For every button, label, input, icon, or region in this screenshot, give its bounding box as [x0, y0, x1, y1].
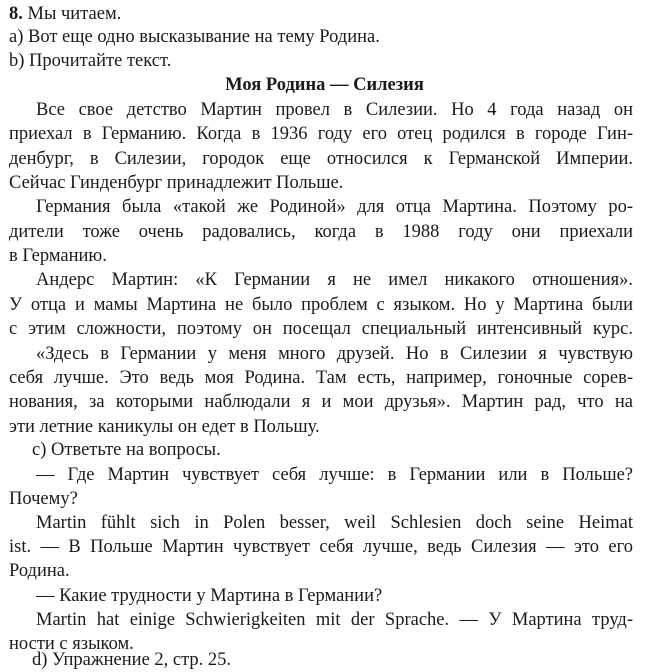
text-line: Сейчас Гинденбург принадлежит Польше.: [9, 173, 344, 193]
text-line: «Здесь в Германии у меня много друзей. Но в Силезии я чувствую: [36, 344, 633, 364]
task-d-label: d) Упражнение 2, стр. 25.: [32, 650, 232, 670]
text-line: эти летние каникулы он едет в Польшу.: [9, 417, 320, 437]
task-c-label: c) Ответьте на вопросы.: [32, 440, 221, 460]
question-line: Почему?: [9, 489, 78, 509]
task-b: b) Прочитайте текст.: [9, 51, 172, 71]
exercise-number: 8.: [9, 4, 23, 24]
text-line: с этим сложности, поэтому он посещал специальный интенсивный курс.: [9, 319, 633, 339]
exercise-heading-text: Мы читаем.: [27, 4, 122, 24]
text-line: нования, за которыми наблюдали я и мои друзья». Мартин рад, что на: [9, 392, 633, 412]
text-line: дители тоже очень радовались, когда в 1988 году они приехали: [9, 222, 633, 242]
text-line: У отца и мамы Мартина не было проблем с языком. Но у Мартина были: [9, 295, 633, 315]
question-line: — Какие трудности у Мартина в Германии?: [36, 586, 383, 606]
text-line: Германия была «такой же Родиной» для отца Мартина. Поэтому ро-: [36, 197, 633, 217]
answer-line: ist. — В Польше Мартин чувствует себя лучше, ведь Силезия — это его: [9, 537, 633, 557]
exercise-heading: [9, 2, 633, 26]
answer-line: Родина.: [9, 561, 70, 581]
answer-line: ности с языком.: [9, 634, 134, 654]
answer-line: Martin hat einige Schwierigkeiten mit der Sprache. — У Мартина труд-: [36, 610, 633, 630]
text-line: Андерс Мартин: «К Германии я не имел никакого отношения».: [36, 270, 633, 290]
answer-line: Martin fühlt sich in Polen besser, weil Schlesien doch seine Heimat: [36, 513, 633, 533]
task-a: a) Вот еще одно высказывание на тему Родина.: [9, 27, 380, 47]
text-line: в Германию.: [9, 246, 107, 266]
question-line: — Где Мартин чувствует себя лучше: в Германии или в Польше?: [36, 465, 633, 485]
text-title: Моя Родина — Силезия: [225, 75, 424, 95]
text-line: Все свое детство Мартин провел в Силезии. Но 4 года назад он: [36, 100, 633, 120]
text-line: себя лучше. Это ведь моя Родина. Там есть, например, гоночные сорев-: [9, 368, 633, 388]
text-line: денбург, в Силезии, городок еще относился к Германской Империи.: [9, 149, 633, 169]
text-line: приехал в Германию. Когда в 1936 году его отец родился в городе Гин-: [9, 124, 633, 144]
